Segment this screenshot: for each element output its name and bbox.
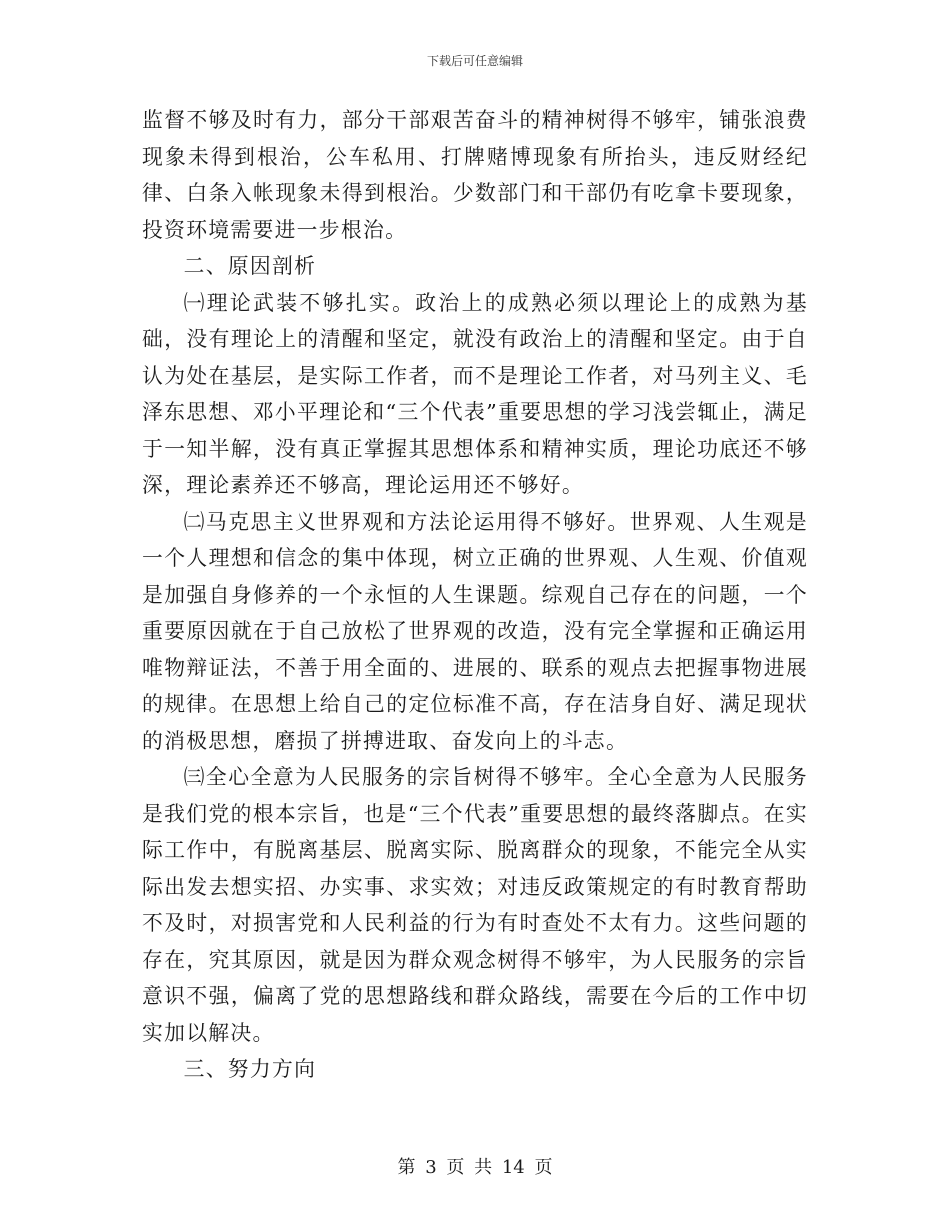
paragraph-continuation: 监督不够及时有力，部分干部艰苦奋斗的精神树得不够牢，铺张浪费现象未得到根治，公车私用、打牌赌博现象有所抬头，违反财经纪律、白条入帐现象未得到根治。少数部门和干部仍有吃拿卡要现象，投资环境需要进一步根治。 xyxy=(142,108,808,242)
page-header: 下载后可任意编辑 xyxy=(426,54,523,68)
document-body xyxy=(142,102,808,1088)
paragraph-theory-armament: ㈠理论武装不够扎实。政治上的成熟必须以理论上的成熟为基础，没有理论上的清醒和坚定，就没有政治上的清醒和坚定。由于自认为处在基层，是实际工作者，而不是理论工作者，对马列主义、毛泽东思想、邓小平理论和“三个代表”重要思想的学习浅尝辄止，满足于一知半解，没有真正掌握其思想体系和精神实质，理论功底还不够深，理论素养还不够高，理论运用还不够好。 xyxy=(142,290,808,497)
paragraph-serve-the-people: ㈢全心全意为人民服务的宗旨树得不够牢。全心全意为人民服务是我们党的根本宗旨，也是“三个代表”重要思想的最终落脚点。在实际工作中，有脱离基层、脱离实际、脱离群众的现象，不能完全从实际出发去想实招、办实事、求实效；对违反政策规定的有时教育帮助不及时，对损害党和人民利益的行为有时查处不太有力。这些问题的存在，究其原因，就是因为群众观念树得不够牢，为人民服务的宗旨意识不强，偏离了党的思想路线和群众路线，需要在今后的工作中切实加以解决。 xyxy=(142,765,808,1045)
page-footer-page-number: 第 3 页 共 14 页 xyxy=(397,1157,553,1178)
section-heading-cause-analysis: 二、原因剖析 xyxy=(183,254,317,278)
section-heading-direction: 三、努力方向 xyxy=(183,1057,317,1081)
paragraph-worldview-methodology: ㈡马克思主义世界观和方法论运用得不够好。世界观、人生观是一个人理想和信念的集中体现，树立正确的世界观、人生观、价值观是加强自身修养的一个永恒的人生课题。综观自己存在的问题，一个重要原因就在于自己放松了世界观的改造，没有完全掌握和正确运用唯物辩证法，不善于用全面的、进展的、联系的观点去把握事物进展的规律。在思想上给自己的定位标准不高，存在洁身自好、满足现状的消极思想，磨损了拼搏进取、奋发向上的斗志。 xyxy=(142,509,808,753)
